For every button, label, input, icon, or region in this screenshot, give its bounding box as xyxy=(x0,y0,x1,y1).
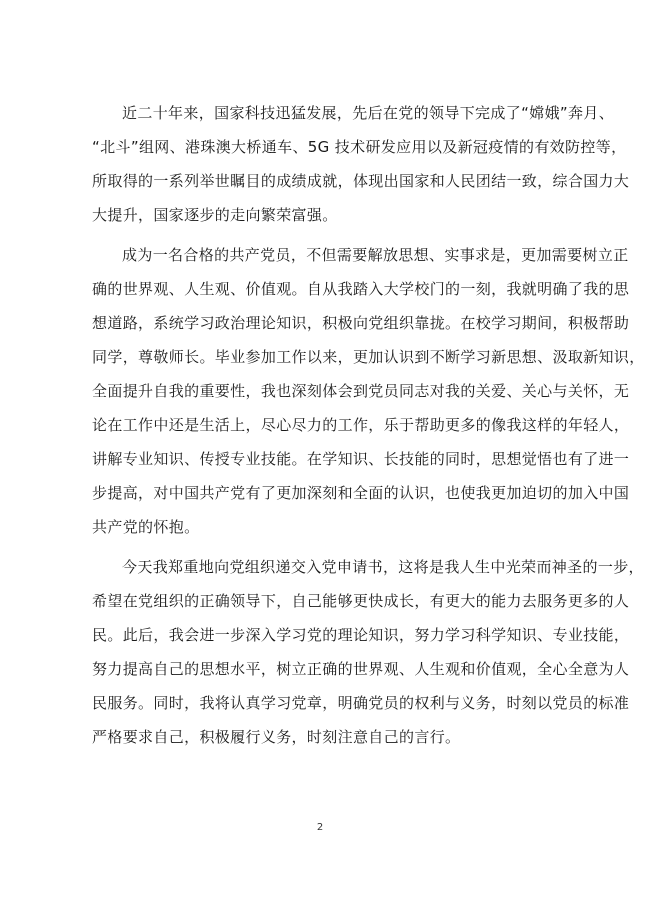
text-line: 希望在党组织的正确领导下，自己能够更快成长，有更大的能力去服务更多的人 xyxy=(92,592,630,610)
text-line: 努力提高自己的思想水平，树立正确的世界观、人生观和价值观，全心全意为人 xyxy=(92,660,630,678)
text-line: 民服务。同时，我将认真学习党章，明确党员的权利与义务，时刻以党员的标准 xyxy=(92,694,630,712)
text-line: 所取得的一系列举世瞩目的成绩成就，体现出国家和人民团结一致，综合国力大 xyxy=(92,172,630,190)
text-line: 想道路，系统学习政治理论知识，积极向党组织靠拢。在校学习期间，积极帮助 xyxy=(92,314,630,332)
text-line: 共产党的怀抱。 xyxy=(92,518,200,536)
text-line: 确的世界观、人生观、价值观。自从我踏入大学校门的一刻，我就明确了我的思 xyxy=(92,280,630,298)
text-line: 讲解专业知识、传授专业技能。在学知识、长技能的同时，思想觉悟也有了进一 xyxy=(92,450,630,468)
text-line: 严格要求自己，积极履行义务，时刻注意自己的言行。 xyxy=(92,728,461,746)
page-number: 2 xyxy=(316,822,324,833)
paragraph-2 xyxy=(92,243,645,549)
text-line: 近二十年来，国家科技迅猛发展，先后在党的领导下完成了“嫦娥”奔月、 xyxy=(122,104,615,122)
text-line: 大提升，国家逐步的走向繁荣富强。 xyxy=(92,206,338,224)
text-line: 民。此后，我会进一步深入学习党的理论知识，努力学习科学知识、专业技能， xyxy=(92,626,630,644)
text-line: 全面提升自我的重要性，我也深刻体会到党员同志对我的关爱、关心与关怀，无 xyxy=(92,382,630,400)
text-line: 成为一名合格的共产党员，不但需要解放思想、实事求是，更加需要树立正 xyxy=(122,246,629,264)
text-line: 论在工作中还是生活上，尽心尽力的工作，乐于帮助更多的像我这样的年轻人， xyxy=(92,416,630,434)
paragraph-1 xyxy=(92,101,630,237)
text-line: 今天我郑重地向党组织递交入党申请书，这将是我人生中光荣而神圣的一步， xyxy=(122,558,644,576)
paragraph-3 xyxy=(92,555,644,759)
text-line: “北斗”组网、港珠澳大桥通车、5G 技术研发应用以及新冠疫情的有效防控等， xyxy=(92,138,627,156)
text-line: 步提高，对中国共产党有了更加深刻和全面的认识，也使我更加迫切的加入中国 xyxy=(92,484,630,502)
text-line: 同学，尊敬师长。毕业参加工作以来，更加认识到不断学习新思想、汲取新知识， xyxy=(92,348,645,366)
document-body xyxy=(92,101,645,765)
